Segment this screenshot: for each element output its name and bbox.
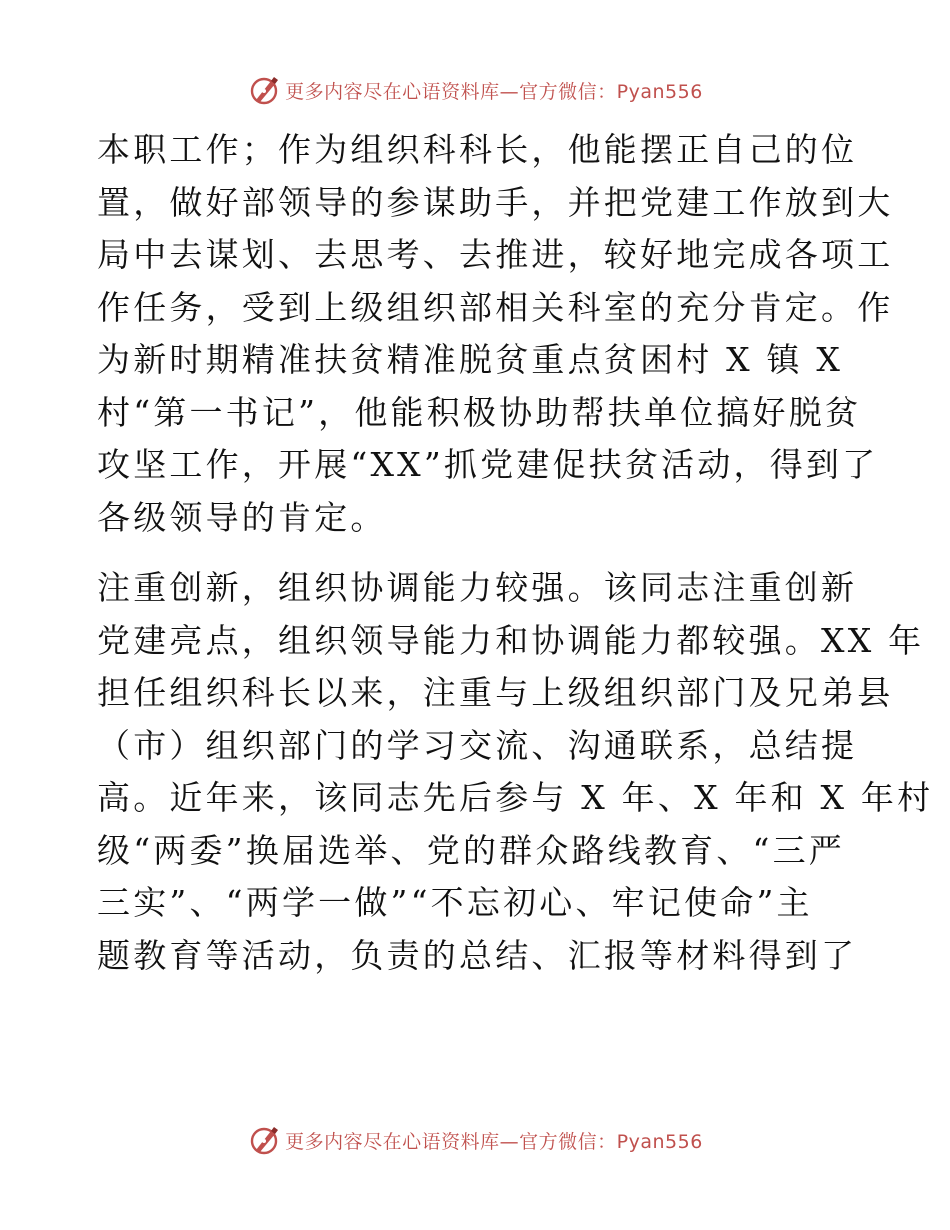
text-line: 题教育等活动，负责的总结、汇报等材料得到了 [97,935,858,975]
footer-watermark [0,1122,950,1158]
text-line: （市）组织部门的学习交流、沟通联系，总结提 [97,725,858,765]
text-line: 各级领导的肯定。 [97,497,387,537]
text-line: 本职工作；作为组织科科长，他能摆正自己的位 [97,130,858,169]
pen-logo-icon [247,1123,281,1157]
watermark-text: 更多内容尽在心语资料库—官方微信：Pyan556 [285,80,703,103]
text-line: 作任务，受到上级组织部相关科室的充分肯定。作 [97,287,894,327]
paragraph-2 [97,562,934,982]
text-line: 党建亮点，组织领导能力和协调能力都较强。XX 年 [97,620,925,660]
text-line: 置，做好部领导的参谋助手，并把党建工作放到大 [97,182,894,222]
pen-logo-icon [247,73,281,107]
header-watermark [0,72,950,108]
text-line: 局中去谋划、去思考、去推进，较好地完成各项工 [97,235,894,274]
text-line: 为新时期精准扶贫精准脱贫重点贫困村 X 镇 X [97,340,844,379]
text-line: 级“两委”换届选举、党的群众路线教育、“三严 [97,830,846,870]
text-line: 担任组织科长以来，注重与上级组织部门及兄弟县 [97,673,894,712]
document-body [97,124,934,982]
text-line: 高。近年来，该同志先后参与 X 年、X 年和 X 年村 [97,778,934,817]
paragraph-1 [97,124,894,544]
text-line: 村“第一书记”，他能积极协助帮扶单位搞好脱贫 [97,392,862,432]
text-line: 攻坚工作，开展“XX”抓党建促扶贫活动，得到了 [97,445,879,484]
text-line: 注重创新，组织协调能力较强。该同志注重创新 [97,568,858,607]
watermark-text: 更多内容尽在心语资料库—官方微信：Pyan556 [285,1130,703,1153]
text-line: 三实”、“两学一做”“不忘初心、牢记使命”主 [97,883,813,922]
